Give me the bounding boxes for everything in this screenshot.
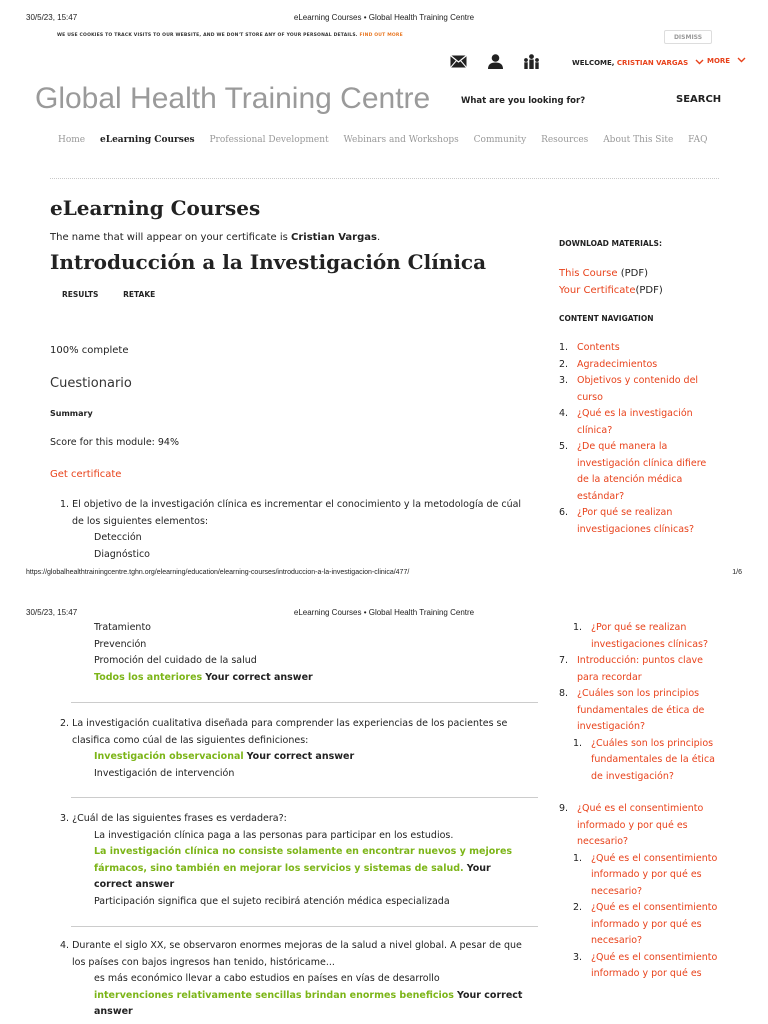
toc-number: 7. — [559, 655, 569, 666]
correct-answer-text: La investigación clínica no consiste solamente en encontrar nuevos y mejores fármacos, sino también en mejorar los servicios y sistemas de salud. — [94, 846, 513, 874]
answer-option: Investigación de intervención — [94, 767, 235, 779]
correct-answer-option — [60, 844, 530, 894]
correct-answer-option — [60, 749, 530, 766]
print-page-number: 1/6 — [732, 569, 742, 576]
toc-link[interactable]: ¿Qué es el consentimiento informado y por qué es — [591, 951, 718, 979]
pdf-label: (PDF) — [620, 268, 649, 279]
summary-heading: Summary — [50, 409, 93, 418]
toc-item[interactable] — [559, 373, 719, 406]
toc-item[interactable] — [559, 900, 719, 950]
toc-number: 6. — [559, 507, 569, 518]
main-nav — [58, 135, 720, 145]
toc-item[interactable] — [559, 620, 719, 653]
toc-link[interactable]: ¿Qué es el consentimiento informado y por qué es necesario? — [577, 803, 704, 847]
toc-link[interactable]: Agradecimientos — [577, 358, 658, 370]
question-1-continued — [60, 620, 530, 686]
page-title: eLearning Courses — [50, 196, 261, 220]
correct-answer-label: Your correct answer — [205, 671, 313, 683]
question-stem — [60, 811, 530, 828]
question-number: 3. — [60, 813, 70, 824]
toc-item[interactable] — [559, 340, 719, 357]
toc-item[interactable] — [559, 505, 719, 538]
cookie-text: WE USE COOKIES TO TRACK VISITS TO OUR WEBSITE, AND WE DON'T STORE ANY OF YOUR PERSONAL DETAILS. — [57, 33, 358, 38]
toc-item[interactable] — [559, 736, 719, 786]
download-materials-label: DOWNLOAD MATERIALS: — [559, 239, 662, 248]
toc-number: 4. — [559, 408, 569, 419]
toc-number: 9. — [559, 803, 569, 814]
question-text: La investigación cualitativa diseñada para comprender las experiencias de los pacientes se clasifica como cúal de las siguientes definiciones: — [72, 718, 508, 746]
nav-item-professional-development[interactable]: Professional Development — [209, 135, 329, 145]
content-navigation — [559, 340, 719, 538]
results-button[interactable]: RESULTS — [62, 290, 99, 299]
print-url: https://globalhealthtrainingcentre.tghn.org/elearning/education/elearning-courses/introduccion-a-la-investigacion-clinica/477/ — [26, 569, 410, 576]
toc-number: 3. — [559, 375, 569, 386]
certificate-name-prefix: The name that will appear on your certificate is — [50, 232, 288, 243]
welcome-label: WELCOME, — [572, 59, 615, 67]
toc-number: 1. — [559, 342, 569, 353]
course-title: Introducción a la Investigación Clínica — [50, 250, 487, 274]
search-button[interactable]: SEARCH — [676, 94, 722, 105]
get-certificate-link[interactable]: Get certificate — [50, 469, 122, 480]
toc-link[interactable]: ¿Qué es el consentimiento informado y por qué es necesario? — [591, 852, 718, 897]
answer-option: Participación significa que el sujeto recibirá atención médica especializada — [94, 895, 450, 907]
print-timestamp: 30/5/23, 15:47 — [26, 608, 78, 617]
question-text: El objetivo de la investigación clínica es incrementar el conocimiento y la metodología de cúal de los siguientes elementos: — [72, 499, 522, 527]
question-1 — [60, 497, 530, 563]
user-icon[interactable] — [488, 54, 503, 69]
toc-number: 2. — [559, 358, 569, 370]
your-certificate-pdf-link[interactable]: Your Certificate — [559, 284, 636, 296]
cookie-dismiss-button[interactable]: DISMISS — [664, 30, 712, 44]
question-stem — [60, 716, 530, 749]
toc-item[interactable] — [559, 801, 719, 851]
question-3 — [60, 811, 530, 910]
toc-link[interactable]: ¿Cuáles son los principios fundamentales de la ética de investigación? — [591, 737, 715, 782]
correct-answer-text: Todos los anteriores — [94, 671, 203, 683]
nav-item-about[interactable]: About This Site — [603, 135, 674, 145]
certificate-name-notice: The name that will appear on your certificate is Cristian Vargas. — [50, 232, 381, 243]
answer-option: Tratamiento — [94, 622, 151, 633]
question-text: ¿Cuál de las siguientes frases es verdadera?: — [72, 813, 287, 824]
answer-option: Diagnóstico — [94, 548, 150, 560]
toc-item[interactable] — [559, 851, 719, 901]
chevron-down-icon — [737, 57, 746, 63]
correct-answer-text: Investigación observacional — [94, 751, 244, 762]
toc-link[interactable]: Introducción: puntos clave para recordar — [577, 655, 703, 683]
question-4 — [60, 938, 530, 1021]
toc-item[interactable] — [559, 406, 719, 439]
print-title: eLearning Courses • Global Health Training Centre — [293, 608, 475, 617]
certificate-name: Cristian Vargas — [291, 232, 377, 243]
toc-link[interactable]: ¿Qué es el consentimiento informado y por qué es necesario? — [591, 902, 718, 946]
toc-item[interactable] — [559, 439, 719, 505]
question-text: Durante el siglo XX, se observaron enormes mejoras de la salud a nivel global. A pesar de que los países con bajos ingresos han tenido, históricame... — [72, 940, 522, 968]
download-links — [559, 266, 663, 299]
question-divider — [71, 797, 538, 798]
cookie-find-out-more-link[interactable]: FIND OUT MORE — [359, 33, 403, 38]
question-divider — [71, 702, 538, 703]
answer-option: Detección — [94, 532, 142, 543]
toc-number: 2. — [573, 902, 583, 913]
nav-item-community[interactable]: Community — [473, 135, 527, 145]
community-icon[interactable] — [523, 54, 540, 69]
toc-link[interactable]: ¿Por qué se realizan investigaciones clínicas? — [591, 622, 709, 650]
correct-answer-label: Your correct answer — [94, 862, 491, 890]
toc-item[interactable] — [559, 950, 719, 983]
search-input[interactable]: What are you looking for? — [461, 96, 586, 106]
print-title: eLearning Courses • Global Health Training Centre — [293, 13, 475, 22]
toc-link[interactable]: ¿Qué es la investigación clínica? — [577, 408, 693, 436]
this-course-pdf-link[interactable]: This Course — [559, 268, 618, 279]
nav-item-webinars-and-workshops[interactable]: Webinars and Workshops — [343, 135, 459, 145]
answer-option: es más económico llevar a cabo estudios en países en vías de desarrollo — [94, 973, 440, 984]
more-label: MORE — [707, 57, 731, 65]
divider — [50, 178, 719, 179]
correct-answer-option — [60, 670, 530, 687]
question-2 — [60, 716, 530, 782]
toc-number: 1. — [573, 737, 583, 749]
toc-number: 8. — [559, 688, 569, 699]
toc-item[interactable] — [559, 357, 719, 374]
nav-item-home[interactable]: Home — [58, 135, 86, 145]
toc-item[interactable] — [559, 686, 719, 736]
pdf-label: (PDF) — [635, 284, 663, 296]
correct-answer-label: Your correct answer — [246, 751, 355, 762]
chevron-down-icon — [695, 59, 704, 65]
answer-option: Prevención — [94, 638, 147, 650]
question-stem — [60, 497, 530, 530]
retake-button[interactable]: RETAKE — [123, 290, 156, 299]
toc-link[interactable]: Objetivos y contenido del curso — [577, 375, 699, 403]
progress-status: 100% complete — [50, 345, 129, 356]
toc-link[interactable]: ¿Por qué se realizan investigaciones clínicas? — [577, 507, 695, 535]
correct-answer-text: intervenciones relativamente sencillas brindan enormes beneficios — [94, 989, 454, 1001]
mail-icon[interactable] — [450, 55, 467, 68]
quiz-title: Cuestionario — [50, 376, 132, 391]
toc-number: 1. — [573, 852, 583, 864]
question-number: 1. — [60, 499, 70, 510]
site-logo[interactable]: Global Health Training Centre — [35, 82, 431, 115]
toc-number: 5. — [559, 441, 569, 452]
user-name: CRISTIAN VARGAS — [616, 59, 689, 67]
question-divider — [71, 926, 538, 927]
nav-item-resources[interactable]: Resources — [541, 135, 589, 145]
nav-item-faq[interactable]: FAQ — [688, 135, 708, 145]
more-menu[interactable] — [707, 57, 746, 65]
answer-option: La investigación clínica paga a las personas para participar en los estudios. — [94, 829, 454, 841]
content-navigation-label: CONTENT NAVIGATION — [559, 314, 654, 323]
toc-number: 1. — [573, 622, 583, 633]
correct-answer-option — [60, 988, 530, 1021]
toc-link[interactable]: ¿Cuáles son los principios fundamentales de ética de investigación? — [577, 688, 705, 732]
toc-link[interactable]: Contents — [577, 342, 620, 353]
content-navigation-continued — [559, 620, 719, 983]
welcome-user-menu[interactable] — [572, 59, 704, 67]
toc-number: 3. — [573, 951, 583, 963]
question-number: 4. — [60, 940, 70, 951]
print-timestamp: 30/5/23, 15:47 — [26, 13, 78, 22]
toc-link[interactable]: ¿De qué manera la investigación clínica difiere de la atención médica estándar? — [577, 441, 707, 502]
question-number: 2. — [60, 718, 70, 729]
correct-answer-label: Your correct answer — [94, 989, 523, 1017]
cookie-banner — [57, 33, 403, 38]
toc-item[interactable] — [559, 653, 719, 686]
nav-item-elearning-courses[interactable]: eLearning Courses — [100, 135, 195, 145]
answer-option: Promoción del cuidado de la salud — [94, 655, 257, 666]
course-actions — [62, 290, 177, 299]
question-stem — [60, 938, 530, 971]
module-score: Score for this module: 94% — [50, 437, 180, 448]
